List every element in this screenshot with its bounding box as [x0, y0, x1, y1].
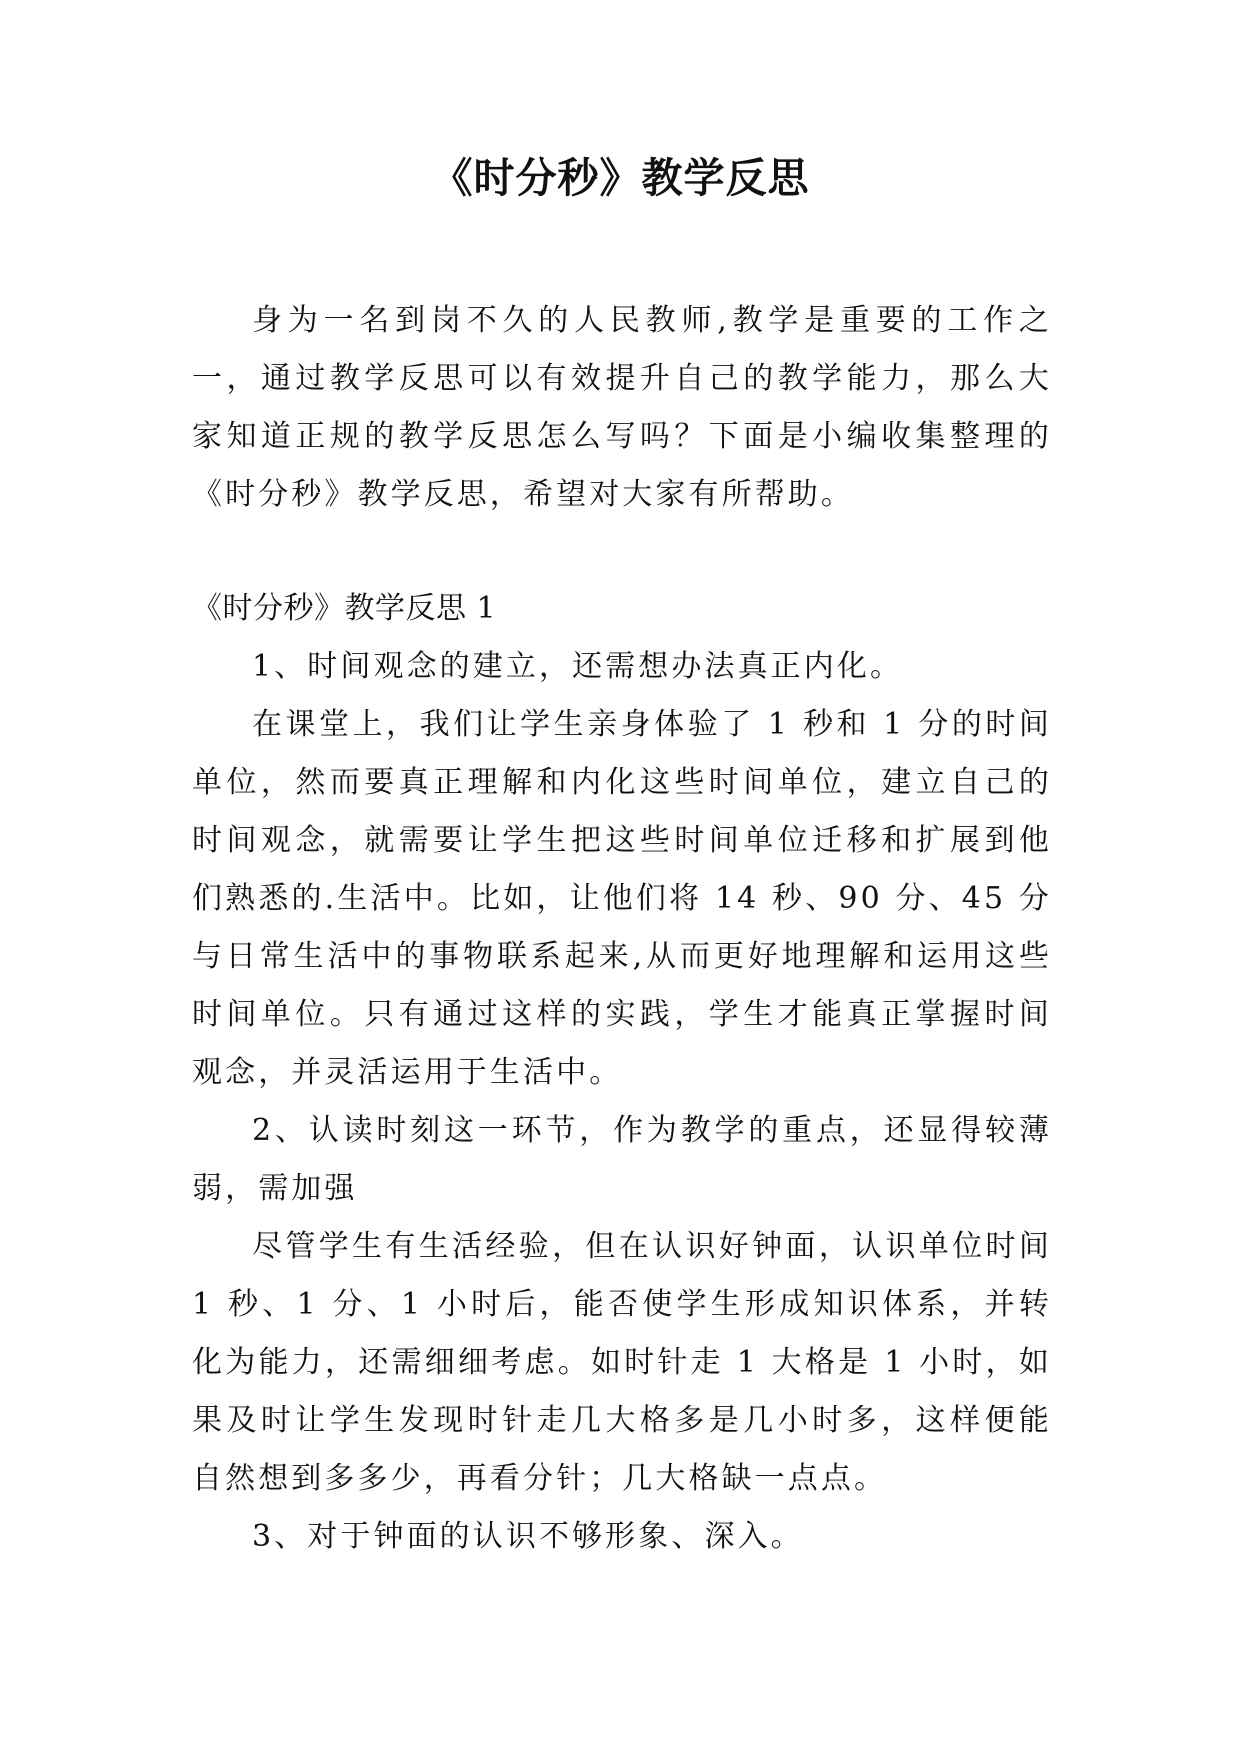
point-2-heading: 2、认读时刻这一环节，作为教学的重点，还显得较薄弱，需加强	[192, 1113, 1052, 1206]
document-body	[192, 292, 1052, 1566]
intro-paragraph: 身为一名到岗不久的人民教师,教学是重要的工作之一，通过教学反思可以有效提升自己的教学能力，那么大家知道正规的教学反思怎么写吗？下面是小编收集整理的《时分秒》教学反思，希望对大家有所帮助。	[192, 303, 1052, 512]
point-1-heading: 1、时间观念的建立，还需想办法真正内化。	[252, 649, 904, 684]
point-2-body: 尽管学生有生活经验，但在认识好钟面，认识单位时间 1 秒、1 分、1 小时后，能否使学生形成知识体系，并转化为能力，还需细细考虑。如时针走 1 大格是 1 小时，如果及时让学生发现时针走几大格多是几小时多，这样便能自然想到多多少，再看分针；几大格缺一点点。	[192, 1229, 1052, 1496]
document-title: 《时分秒》教学反思	[431, 154, 810, 202]
point-3-heading: 3、对于钟面的认识不够形象、深入。	[252, 1519, 804, 1554]
section-heading: 《时分秒》教学反思 1	[192, 591, 497, 626]
point-1-body: 在课堂上，我们让学生亲身体验了 1 秒和 1 分的时间单位，然而要真正理解和内化这些时间单位，建立自己的时间观念，就需要让学生把这些时间单位迁移和扩展到他们熟悉的.生活中。比如，让他们将 14 秒、90 分、45 分与日常生活中的事物联系起来,从而更好地理解和运用这些时间单位。只有通过这样的实践，学生才能真正掌握时间观念，并灵活运用于生活中。	[192, 707, 1052, 1090]
